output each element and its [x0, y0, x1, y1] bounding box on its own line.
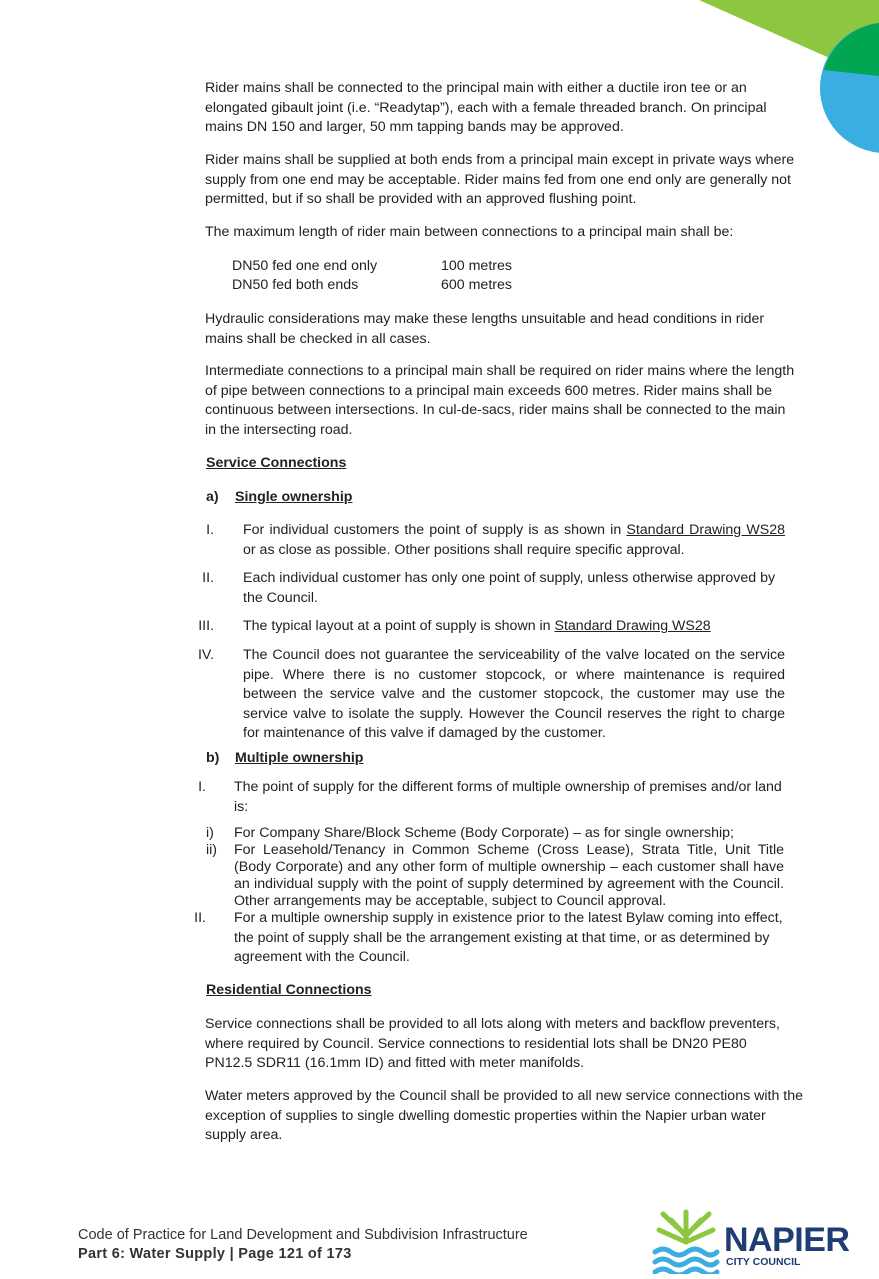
- list-item: [243, 617, 789, 637]
- lengths-value: 600 metres: [441, 277, 512, 293]
- subheading-label: a): [206, 489, 219, 505]
- sublist-number: ii): [206, 842, 218, 858]
- footer: [78, 1226, 528, 1264]
- standard-drawing-link[interactable]: Standard Drawing WS28: [554, 618, 711, 634]
- list-item: [243, 521, 785, 560]
- standard-drawing-link[interactable]: Standard Drawing WS28: [626, 522, 785, 538]
- list-text: or as close as possible. Other positions shall require specific approval.: [243, 541, 685, 558]
- subheading-label: b): [206, 750, 220, 766]
- logo-name: NAPIER: [724, 1221, 850, 1259]
- napier-logo: [651, 1208, 850, 1274]
- sublist-item: For Company Share/Block Scheme (Body Corporate) – as for single ownership;: [234, 825, 734, 841]
- list-text: For individual customers the point of supply is as shown in: [243, 522, 627, 538]
- paragraph-intermediate: Intermediate connections to a principal main shall be required on rider mains where the length of pipe between connections to a principal main exceeds 600 metres. Rider mains shall be continuous between intersections. In cul-de-sacs, rider mains shall be connected to the main in the intersecting road.: [205, 363, 795, 438]
- list-item: Each individual customer has only one point of supply, unless otherwise approved by the Council.: [243, 570, 776, 606]
- subheading-title: Single ownership: [235, 489, 353, 505]
- lengths-row: [232, 257, 512, 277]
- list-number: II.: [202, 570, 214, 586]
- list-number: I.: [198, 779, 206, 795]
- heading-service-connections: Service Connections: [206, 455, 347, 471]
- lengths-value: 100 metres: [441, 258, 512, 274]
- subheading-single-ownership: [206, 488, 352, 508]
- paragraph-rider-supply: Rider mains shall be supplied at both ends from a principal main except in private ways where supply from one end may be acceptable. Rider mains fed from one end only are generally not permitted, but if so shall be provided with an approved flushing point.: [205, 152, 795, 207]
- subheading-title: Multiple ownership: [235, 750, 364, 766]
- list-item: The point of supply for the different forms of multiple ownership of premises and/or land is:: [234, 779, 782, 815]
- list-text: The typical layout at a point of supply is shown in: [243, 618, 555, 634]
- paragraph-service-connections: Service connections shall be provided to all lots along with meters and backflow preventers, where required by Council. Service connections to residential lots shall be DN20 PE80 PN12.5 SDR11 (16.1mm ID) and fitted with meter manifolds.: [205, 1016, 780, 1071]
- list-number: III.: [198, 618, 214, 634]
- paragraph-water-meters: Water meters approved by the Council shall be provided to all new service connections with the exception of supplies to single dwelling domestic properties within the Napier urban water supply area.: [205, 1088, 804, 1143]
- logo-subtitle: CITY COUNCIL: [726, 1256, 801, 1268]
- list-number: IV.: [197, 647, 214, 663]
- napier-logo-icon: [651, 1208, 721, 1274]
- sublist-number: i): [206, 825, 214, 841]
- paragraph-hydraulic: Hydraulic considerations may make these lengths unsuitable and head conditions in rider mains shall be checked in all cases.: [205, 311, 765, 347]
- list-number: II.: [194, 910, 206, 926]
- lengths-label: DN50 fed one end only: [232, 258, 378, 274]
- list-item: For a multiple ownership supply in existence prior to the latest Bylaw coming into effect, the point of supply shall be the arrangement existing at that time, or as determined by agreement with the Council.: [234, 910, 783, 965]
- footer-title: Code of Practice for Land Development and Subdivision Infrastructure: [78, 1227, 528, 1243]
- lengths-label: DN50 fed both ends: [232, 277, 359, 293]
- paragraph-rider-connections: Rider mains shall be connected to the principal main with either a ductile iron tee or an elongated gibault joint (i.e. “Readytap”), each with a female threaded branch. On principal mains DN 150 and larger, 50 mm tapping bands may be approved.: [205, 80, 767, 135]
- lengths-row: [232, 276, 512, 296]
- heading-residential-connections: Residential Connections: [206, 982, 372, 998]
- paragraph-max-length: The maximum length of rider main between connections to a principal main shall be:: [205, 224, 734, 240]
- subheading-multiple-ownership: [206, 749, 363, 769]
- list-item: The Council does not guarantee the serviceability of the valve located on the service pipe. Where there is no customer stopcock, or where maintenance is required between the service valve and the customer stopcock, the customer may use the service valve to isolate the supply. However the Council reserves the right to charge for maintenance of this valve if damaged by the customer.: [243, 647, 785, 741]
- footer-page-info: Part 6: Water Supply | Page 121 of 173: [78, 1246, 352, 1262]
- list-number: I.: [206, 522, 214, 538]
- sublist-item: For Leasehold/Tenancy in Common Scheme (Cross Lease), Strata Title, Unit Title (Body Corporate) and any other form of multiple ownership – each customer shall have an individual supply with the point of supply determined by agreement with the Council. Other arrangements may be acceptable, subject to Council approval.: [234, 842, 784, 909]
